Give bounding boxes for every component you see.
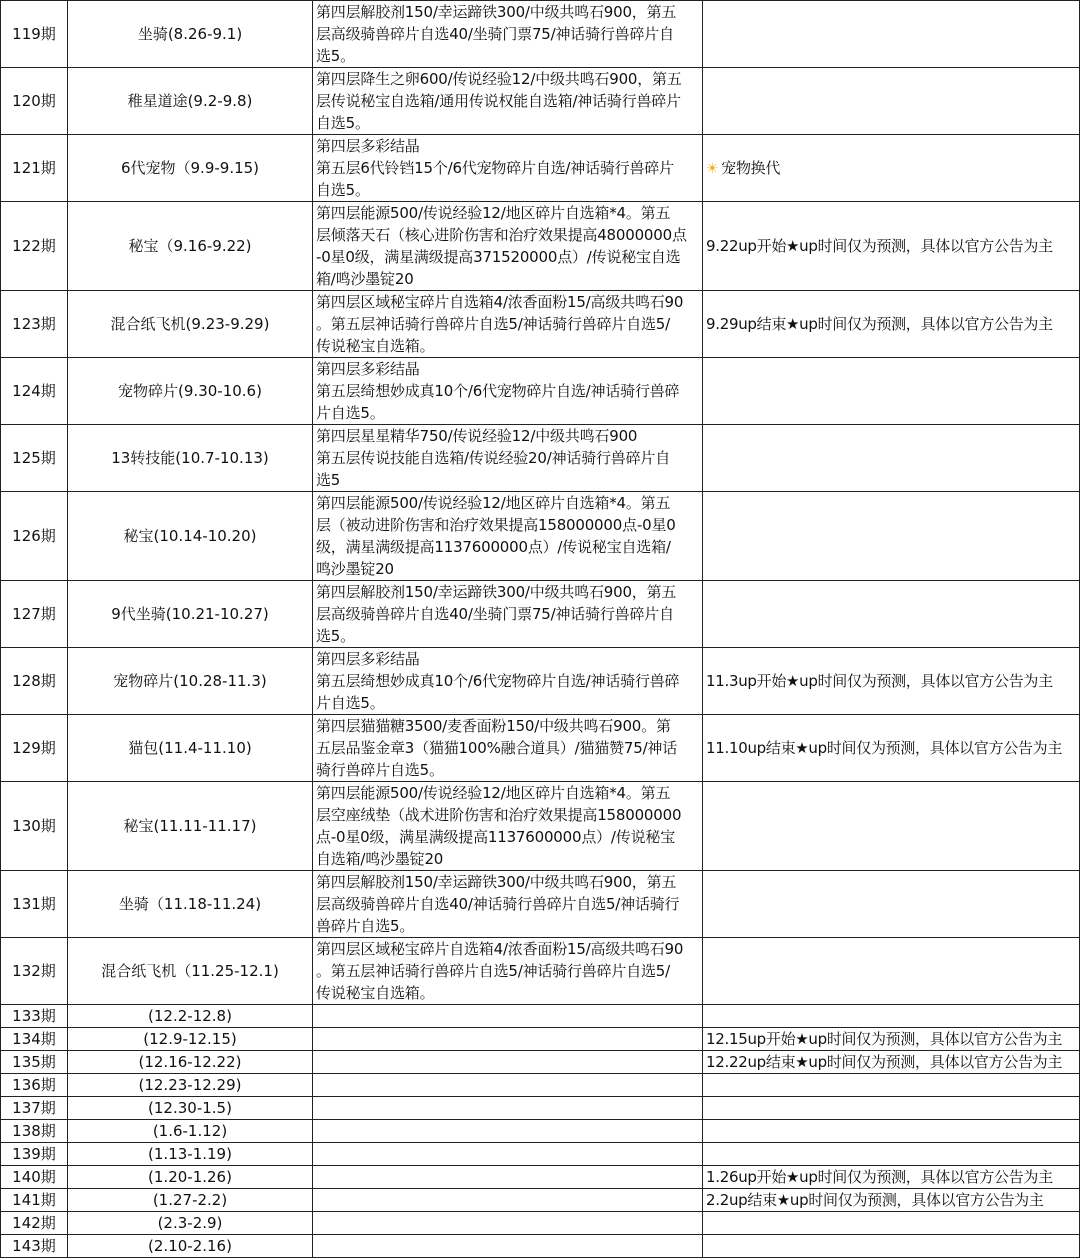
event-cell-text: (1.20-1.26) bbox=[148, 1168, 232, 1186]
period-cell-text: 122期 bbox=[12, 237, 56, 255]
note-cell bbox=[703, 1143, 1080, 1166]
period-cell-text: 135期 bbox=[12, 1053, 56, 1071]
event-cell-text: 宠物碎片(9.30-10.6) bbox=[118, 382, 262, 400]
note-cell-text: 11.3up开始★up时间仅为预测，具体以官方公告为主 bbox=[706, 672, 1053, 690]
table-row bbox=[1, 782, 1080, 871]
reward-cell bbox=[313, 1051, 703, 1074]
period-cell bbox=[1, 135, 68, 202]
note-cell-text: 11.10up结束★up时间仅为预测，具体以官方公告为主 bbox=[706, 739, 1063, 757]
event-cell-text: (1.27-2.2) bbox=[152, 1191, 228, 1209]
event-cell bbox=[68, 68, 313, 135]
event-cell bbox=[68, 1120, 313, 1143]
event-cell bbox=[68, 1189, 313, 1212]
note-cell-text: 宠物换代 bbox=[721, 158, 781, 177]
reward-cell bbox=[313, 715, 703, 782]
reward-cell-text: 第四层降生之卵600/传说经验12/中级共鸣石900，第五 层传说秘宝自选箱/通用传说权能自选箱/神话骑行兽碎片 自选5。 bbox=[316, 70, 682, 132]
reward-cell-text: 第四层解胶剂150/幸运蹄铁300/中级共鸣石900，第五 层高级骑兽碎片自选40/神话骑行兽碎片自选5/神话骑行 兽碎片自选5。 bbox=[316, 873, 680, 935]
note-cell bbox=[703, 871, 1080, 938]
reward-cell-text: 第四层解胶剂150/幸运蹄铁300/中级共鸣石900，第五 层高级骑兽碎片自选40/坐骑门票75/神话骑行兽碎片自 选5。 bbox=[316, 3, 677, 65]
event-cell bbox=[68, 1005, 313, 1028]
event-cell bbox=[68, 291, 313, 358]
note-cell bbox=[703, 1074, 1080, 1097]
reward-cell bbox=[313, 492, 703, 581]
table-row bbox=[1, 358, 1080, 425]
note-cell bbox=[703, 492, 1080, 581]
period-cell bbox=[1, 1074, 68, 1097]
period-cell bbox=[1, 782, 68, 871]
event-cell-text: 混合纸飞机（11.25-12.1) bbox=[101, 962, 279, 980]
note-cell bbox=[703, 1189, 1080, 1212]
period-cell bbox=[1, 648, 68, 715]
event-cell-text: 13转技能(10.7-10.13) bbox=[111, 449, 269, 467]
period-cell-text: 120期 bbox=[12, 92, 56, 110]
table-row bbox=[1, 492, 1080, 581]
period-cell-text: 119期 bbox=[12, 25, 56, 43]
table-row bbox=[1, 1189, 1080, 1212]
reward-cell bbox=[313, 1212, 703, 1235]
note-cell bbox=[703, 648, 1080, 715]
event-cell bbox=[68, 202, 313, 291]
reward-cell-text: 第四层猫猫糖3500/麦香面粉150/中级共鸣石900。第 五层品鉴金章3（猫猫100%融合道具）/猫猫赞75/神话 骑行兽碎片自选5。 bbox=[316, 717, 678, 779]
note-cell bbox=[703, 581, 1080, 648]
period-cell-text: 140期 bbox=[12, 1168, 56, 1186]
event-cell-text: 6代宠物（9.9-9.15) bbox=[120, 159, 260, 177]
table-row bbox=[1, 425, 1080, 492]
reward-cell bbox=[313, 1189, 703, 1212]
note-cell-text: 1.26up开始★up时间仅为预测，具体以官方公告为主 bbox=[706, 1168, 1053, 1186]
note-cell bbox=[703, 1, 1080, 68]
period-cell bbox=[1, 715, 68, 782]
reward-cell bbox=[313, 425, 703, 492]
period-cell bbox=[1, 358, 68, 425]
event-cell bbox=[68, 135, 313, 202]
note-cell bbox=[703, 938, 1080, 1005]
reward-cell bbox=[313, 871, 703, 938]
event-cell bbox=[68, 1, 313, 68]
event-cell-text: (12.23-12.29) bbox=[138, 1076, 242, 1094]
note-cell bbox=[703, 1097, 1080, 1120]
reward-cell bbox=[313, 358, 703, 425]
period-cell-text: 125期 bbox=[12, 449, 56, 467]
period-cell-text: 141期 bbox=[12, 1191, 56, 1209]
table-row bbox=[1, 1005, 1080, 1028]
reward-cell-text: 第四层多彩结晶 第五层绮想妙成真10个/6代宠物碎片自选/神话骑行兽碎 片自选5。 bbox=[316, 650, 680, 712]
table-row bbox=[1, 202, 1080, 291]
reward-cell-text: 第四层星星精华750/传说经验12/中级共鸣石900 第五层传说技能自选箱/传说经验20/神话骑行兽碎片自 选5 bbox=[316, 427, 670, 489]
table-row bbox=[1, 1235, 1080, 1258]
note-cell bbox=[703, 1120, 1080, 1143]
reward-cell bbox=[313, 581, 703, 648]
period-cell-text: 136期 bbox=[12, 1076, 56, 1094]
reward-cell-text: 第四层多彩结晶 第五层绮想妙成真10个/6代宠物碎片自选/神话骑行兽碎 片自选5。 bbox=[316, 360, 680, 422]
period-cell-text: 131期 bbox=[12, 895, 56, 913]
reward-cell bbox=[313, 1028, 703, 1051]
period-cell bbox=[1, 68, 68, 135]
table-row bbox=[1, 871, 1080, 938]
event-cell bbox=[68, 1097, 313, 1120]
event-cell bbox=[68, 1028, 313, 1051]
period-cell-text: 139期 bbox=[12, 1145, 56, 1163]
note-cell bbox=[703, 1028, 1080, 1051]
event-cell-text: 秘宝（9.16-9.22) bbox=[128, 237, 252, 255]
note-cell bbox=[703, 202, 1080, 291]
note-cell-text: 9.22up开始★up时间仅为预测，具体以官方公告为主 bbox=[706, 237, 1053, 255]
table-row bbox=[1, 581, 1080, 648]
table-row bbox=[1, 1074, 1080, 1097]
reward-cell bbox=[313, 135, 703, 202]
reward-cell bbox=[313, 1120, 703, 1143]
period-cell-text: 132期 bbox=[12, 962, 56, 980]
event-cell bbox=[68, 425, 313, 492]
event-cell bbox=[68, 648, 313, 715]
event-cell-text: (12.16-12.22) bbox=[138, 1053, 242, 1071]
event-cell-text: 坐骑（11.18-11.24) bbox=[118, 895, 262, 913]
event-cell bbox=[68, 581, 313, 648]
event-cell-text: 稚星道途(9.2-9.8) bbox=[127, 92, 253, 110]
reward-cell bbox=[313, 291, 703, 358]
reward-cell-text: 第四层能源500/传说经验12/地区碎片自选箱*4。第五 层倾落天石（核心进阶伤害和治疗效果提高48000000点 -0星0级，满星满级提高371520000点）/传说秘宝自选 箱/鸣沙墨锭20 bbox=[316, 204, 687, 288]
table-row bbox=[1, 1, 1080, 68]
note-cell-text: 2.2up结束★up时间仅为预测，具体以官方公告为主 bbox=[706, 1191, 1044, 1209]
period-cell-text: 126期 bbox=[12, 527, 56, 545]
table-row bbox=[1, 1097, 1080, 1120]
reward-cell bbox=[313, 782, 703, 871]
note-cell bbox=[703, 291, 1080, 358]
period-cell bbox=[1, 291, 68, 358]
event-cell bbox=[68, 1051, 313, 1074]
period-cell-text: 123期 bbox=[12, 315, 56, 333]
period-cell bbox=[1, 1051, 68, 1074]
schedule-table-body bbox=[1, 1, 1080, 1258]
period-cell bbox=[1, 492, 68, 581]
period-cell bbox=[1, 581, 68, 648]
reward-cell bbox=[313, 1166, 703, 1189]
period-cell bbox=[1, 1166, 68, 1189]
period-cell-text: 121期 bbox=[12, 159, 56, 177]
reward-cell bbox=[313, 648, 703, 715]
table-row bbox=[1, 1051, 1080, 1074]
event-cell-text: 混合纸飞机(9.23-9.29) bbox=[110, 315, 270, 333]
reward-cell bbox=[313, 1097, 703, 1120]
reward-cell bbox=[313, 1074, 703, 1097]
event-cell bbox=[68, 1143, 313, 1166]
period-cell bbox=[1, 202, 68, 291]
reward-cell-text: 第四层区域秘宝碎片自选箱4/浓香面粉15/高级共鸣石90 。第五层神话骑行兽碎片自选5/神话骑行兽碎片自选5/ 传说秘宝自选箱。 bbox=[316, 940, 684, 1002]
table-row bbox=[1, 291, 1080, 358]
note-cell-text: 12.22up结束★up时间仅为预测，具体以官方公告为主 bbox=[706, 1053, 1063, 1071]
period-cell-text: 127期 bbox=[12, 605, 56, 623]
reward-cell-text: 第四层多彩结晶 第五层6代铃铛15个/6代宠物碎片自选/神话骑行兽碎片 自选5。 bbox=[316, 137, 674, 199]
reward-cell bbox=[313, 1143, 703, 1166]
event-cell bbox=[68, 715, 313, 782]
event-cell bbox=[68, 1074, 313, 1097]
table-row bbox=[1, 1143, 1080, 1166]
period-cell bbox=[1, 1189, 68, 1212]
event-cell-text: 猫包(11.4-11.10) bbox=[128, 739, 252, 757]
reward-cell bbox=[313, 1, 703, 68]
period-cell-text: 124期 bbox=[12, 382, 56, 400]
period-cell bbox=[1, 938, 68, 1005]
reward-cell-text: 第四层区域秘宝碎片自选箱4/浓香面粉15/高级共鸣石90 。第五层神话骑行兽碎片自选5/神话骑行兽碎片自选5/ 传说秘宝自选箱。 bbox=[316, 293, 684, 355]
period-cell-text: 130期 bbox=[12, 817, 56, 835]
table-row bbox=[1, 135, 1080, 202]
period-cell-text: 128期 bbox=[12, 672, 56, 690]
note-cell bbox=[703, 1235, 1080, 1258]
note-cell bbox=[703, 1166, 1080, 1189]
period-cell bbox=[1, 1, 68, 68]
event-cell-text: (2.3-2.9) bbox=[157, 1214, 223, 1232]
event-cell bbox=[68, 492, 313, 581]
event-cell bbox=[68, 782, 313, 871]
reward-cell bbox=[313, 68, 703, 135]
period-cell bbox=[1, 1005, 68, 1028]
note-cell bbox=[703, 782, 1080, 871]
period-cell-text: 129期 bbox=[12, 739, 56, 757]
event-cell bbox=[68, 871, 313, 938]
event-cell-text: 坐骑(8.26-9.1) bbox=[137, 25, 243, 43]
event-cell bbox=[68, 1235, 313, 1258]
table-row bbox=[1, 1028, 1080, 1051]
reward-cell bbox=[313, 1005, 703, 1028]
note-cell bbox=[703, 1051, 1080, 1074]
period-cell-text: 134期 bbox=[12, 1030, 56, 1048]
note-cell bbox=[703, 715, 1080, 782]
note-cell bbox=[703, 135, 1080, 202]
table-row bbox=[1, 715, 1080, 782]
period-cell-text: 133期 bbox=[12, 1007, 56, 1025]
table-row bbox=[1, 1212, 1080, 1235]
note-cell bbox=[703, 358, 1080, 425]
period-cell-text: 142期 bbox=[12, 1214, 56, 1232]
period-cell-text: 143期 bbox=[12, 1237, 56, 1255]
period-cell bbox=[1, 871, 68, 938]
event-cell bbox=[68, 1166, 313, 1189]
period-cell bbox=[1, 1143, 68, 1166]
event-cell bbox=[68, 358, 313, 425]
event-cell-text: (2.10-2.16) bbox=[148, 1237, 232, 1255]
event-cell-text: (1.6-1.12) bbox=[152, 1122, 228, 1140]
table-row bbox=[1, 648, 1080, 715]
period-cell bbox=[1, 425, 68, 492]
period-cell-text: 137期 bbox=[12, 1099, 56, 1117]
period-cell bbox=[1, 1212, 68, 1235]
period-cell-text: 138期 bbox=[12, 1122, 56, 1140]
event-cell-text: (12.2-12.8) bbox=[148, 1007, 232, 1025]
note-cell bbox=[703, 425, 1080, 492]
event-cell-text: 9代坐骑(10.21-10.27) bbox=[111, 605, 269, 623]
reward-cell bbox=[313, 1235, 703, 1258]
table-row bbox=[1, 938, 1080, 1005]
reward-cell-text: 第四层解胶剂150/幸运蹄铁300/中级共鸣石900，第五 层高级骑兽碎片自选40/坐骑门票75/神话骑行兽碎片自 选5。 bbox=[316, 583, 677, 645]
event-cell-text: 秘宝(11.11-11.17) bbox=[123, 817, 257, 835]
note-cell bbox=[703, 1005, 1080, 1028]
event-cell-text: (1.13-1.19) bbox=[148, 1145, 232, 1163]
period-cell bbox=[1, 1028, 68, 1051]
event-cell-text: (12.30-1.5) bbox=[148, 1099, 232, 1117]
period-cell bbox=[1, 1235, 68, 1258]
note-cell bbox=[703, 68, 1080, 135]
period-cell bbox=[1, 1097, 68, 1120]
event-cell-text: 宠物碎片(10.28-11.3) bbox=[113, 672, 267, 690]
reward-cell-text: 第四层能源500/传说经验12/地区碎片自选箱*4。第五 层（被动进阶伤害和治疗效果提高158000000点-0星0 级，满星满级提高1137600000点）/传说秘宝自选箱/ 鸣沙墨锭20 bbox=[316, 494, 676, 578]
table-row bbox=[1, 1120, 1080, 1143]
note-cell-text: 12.15up开始★up时间仅为预测，具体以官方公告为主 bbox=[706, 1030, 1063, 1048]
sun-icon: ☀ bbox=[706, 160, 719, 177]
event-cell-text: (12.9-12.15) bbox=[143, 1030, 237, 1048]
reward-cell bbox=[313, 938, 703, 1005]
note-cell-text: 9.29up结束★up时间仅为预测，具体以官方公告为主 bbox=[706, 315, 1053, 333]
period-cell bbox=[1, 1120, 68, 1143]
reward-cell bbox=[313, 202, 703, 291]
note-cell bbox=[703, 1212, 1080, 1235]
event-cell bbox=[68, 1212, 313, 1235]
reward-cell-text: 第四层能源500/传说经验12/地区碎片自选箱*4。第五 层空座绒垫（战术进阶伤害和治疗效果提高158000000 点-0星0级，满星满级提高1137600000点）/传说秘宝 自选箱/鸣沙墨锭20 bbox=[316, 784, 682, 868]
event-cell-text: 秘宝(10.14-10.20) bbox=[123, 527, 257, 545]
table-row bbox=[1, 68, 1080, 135]
event-cell bbox=[68, 938, 313, 1005]
table-row bbox=[1, 1166, 1080, 1189]
